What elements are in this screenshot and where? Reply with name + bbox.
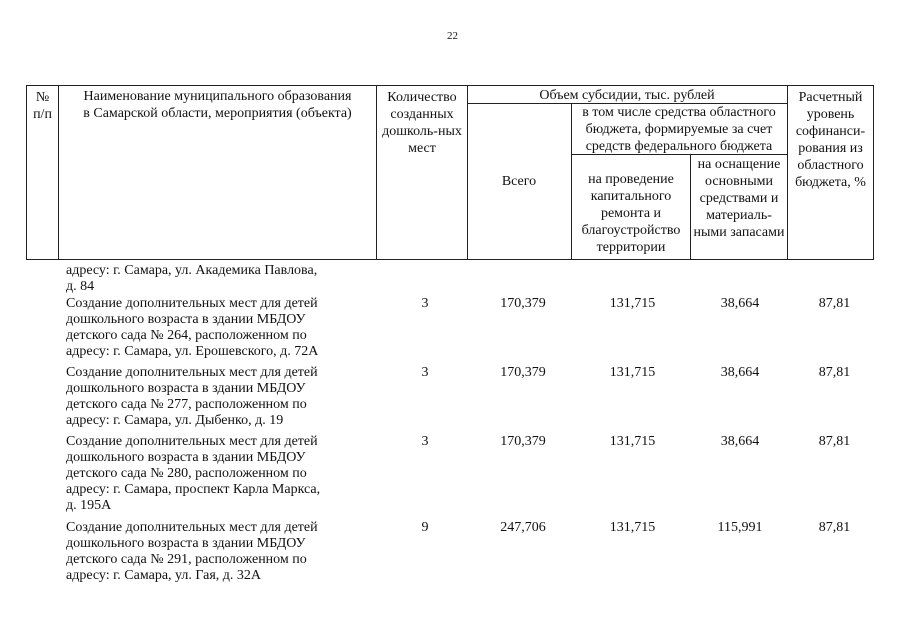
row-total: 170,379: [500, 434, 546, 449]
row-name: Создание дополнительных мест для детей дошкольного возраста в здании МБДОУ детского сада № 280, расположенном по адресу: г. Самара, проспект Карла Маркса, д. 195А: [66, 434, 321, 513]
header-capital: на проведение капитального ремонта и благоустройство территории: [581, 172, 681, 255]
row-capital: 131,715: [609, 434, 656, 449]
row-name: Создание дополнительных мест для детей дошкольного возраста в здании МБДОУ детского сада № 277, расположенном по адресу: г. Самара, ул. Дыбенко, д. 19: [66, 365, 318, 428]
continuation-text: адресу: г. Самара, ул. Академика Павлова, д. 84: [66, 263, 318, 294]
row-rate: 87,81: [818, 365, 851, 380]
row-total: 170,379: [500, 365, 546, 380]
row-equipment: 38,664: [720, 296, 760, 311]
row-equipment: 115,991: [717, 520, 763, 535]
header-subsidy: Объем субсидии, тыс. рублей: [539, 88, 715, 103]
row-capital: 131,715: [609, 520, 656, 535]
header-regional: в том числе средства областного бюджета, формируемые за счет средств федерального бюджета: [582, 105, 776, 154]
header-total: Всего: [501, 173, 537, 189]
row-capital: 131,715: [609, 296, 656, 311]
row-capital: 131,715: [609, 365, 656, 380]
row-rate: 87,81: [818, 296, 851, 311]
row-total: 247,706: [500, 520, 546, 535]
header-rate: Расчетный уровень софинанси-рования из областного бюджета, %: [795, 90, 866, 190]
row-quantity: 3: [421, 296, 429, 311]
header-equipment: на оснащение основными средствами и материаль-ными запасами: [693, 157, 785, 240]
header-number: № п/п: [33, 90, 52, 122]
row-total: 170,379: [500, 296, 546, 311]
row-name: Создание дополнительных мест для детей дошкольного возраста в здании МБДОУ детского сада № 291, расположенном по адресу: г. Самара, ул. Гая, д. 32А: [66, 520, 318, 583]
header-quantity: Количество созданных дошколь-ных мест: [382, 90, 462, 156]
row-name: Создание дополнительных мест для детей дошкольного возраста в здании МБДОУ детского сада № 264, расположенном по адресу: г. Самара, ул. Ерошевского, д. 72А: [66, 296, 319, 359]
row-quantity: 9: [421, 520, 429, 535]
page-number: 22: [447, 30, 458, 42]
row-quantity: 3: [421, 365, 429, 380]
row-equipment: 38,664: [720, 365, 760, 380]
row-rate: 87,81: [818, 520, 851, 535]
header-name: Наименование муниципального образования в Самарской области, мероприятия (объекта): [83, 89, 352, 121]
row-rate: 87,81: [818, 434, 851, 449]
row-equipment: 38,664: [720, 434, 760, 449]
row-quantity: 3: [421, 434, 429, 449]
